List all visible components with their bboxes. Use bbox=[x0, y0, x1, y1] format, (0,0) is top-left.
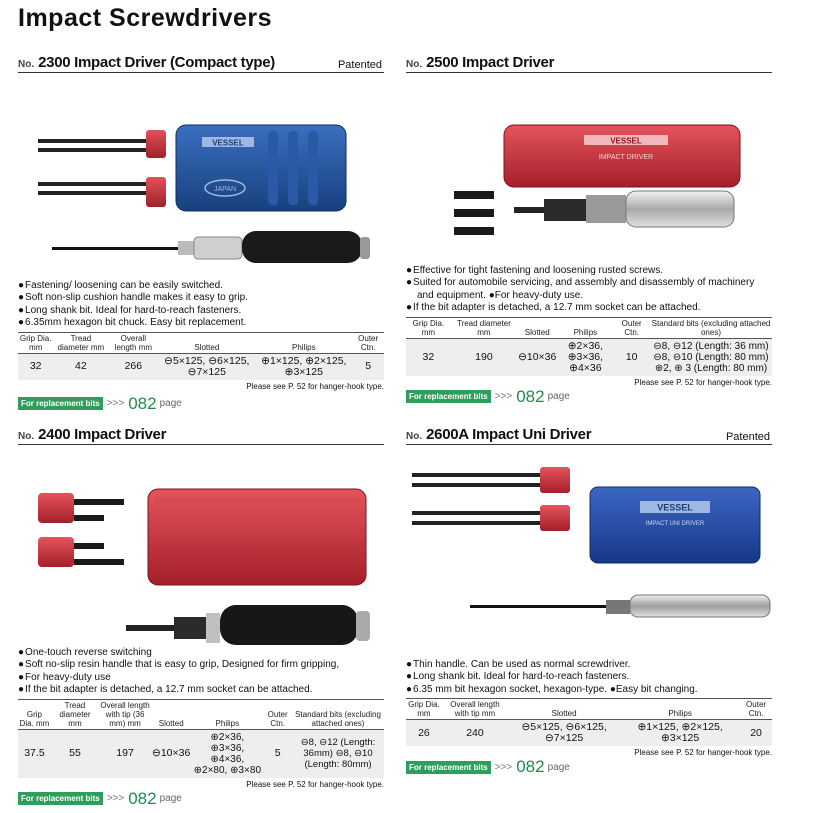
table-cell: 190 bbox=[451, 338, 517, 376]
product-2500 bbox=[406, 54, 772, 407]
page-word: page bbox=[159, 398, 182, 410]
col-header: Slotted bbox=[151, 699, 191, 729]
product-2400 bbox=[18, 426, 384, 809]
col-header: Outer Ctn. bbox=[613, 317, 650, 338]
table-cell: 32 bbox=[406, 338, 451, 376]
patented-label: Patented bbox=[725, 431, 770, 443]
product-photo bbox=[406, 445, 772, 657]
feature-list bbox=[18, 280, 384, 330]
bit-set-icon bbox=[38, 130, 166, 207]
table-cell: 266 bbox=[108, 353, 158, 380]
feature-list bbox=[18, 647, 384, 697]
table-cell: 10 bbox=[613, 338, 650, 376]
impact-driver-icon bbox=[514, 191, 734, 227]
feature-item: and equipment. ●For heavy-duty use. bbox=[417, 289, 584, 301]
hanger-note: Please see P. 52 for hanger-hook type. bbox=[634, 748, 772, 758]
col-header: Philips bbox=[191, 699, 263, 729]
table-row bbox=[18, 729, 384, 778]
feature-item: ● Soft no-slip resin handle that is easy to grip, Designed for firm gripping, bbox=[18, 659, 384, 671]
arrows-icon: >>> bbox=[106, 398, 125, 410]
impact-driver-icon bbox=[470, 595, 770, 617]
replacement-badge: For replacement bits bbox=[18, 792, 103, 805]
col-header: Grip Dia. mm bbox=[18, 699, 51, 729]
col-header: Philips bbox=[255, 332, 352, 353]
col-header: Overall length with tip mm bbox=[442, 699, 508, 720]
feature-item: ● Long shank bit. Ideal for hard-to-reach fasteners. bbox=[18, 305, 384, 317]
feature-list bbox=[406, 659, 772, 696]
replacement-badge: For replacement bits bbox=[18, 397, 103, 410]
patented-label: Patented bbox=[337, 59, 382, 71]
col-header: Philips bbox=[620, 699, 740, 720]
feature-item: ● If the bit adapter is detached, a 12.7 mm socket can be attached. bbox=[18, 684, 384, 696]
hanger-note: Please see P. 52 for hanger-hook type. bbox=[246, 779, 384, 789]
spec-table bbox=[406, 698, 772, 746]
product-title: 2300 Impact Driver (Compact type) bbox=[38, 54, 275, 71]
svg-text:IMPACT UNI DRIVER: IMPACT UNI DRIVER bbox=[645, 521, 705, 527]
table-cell: ⊕1×125, ⊕2×125, ⊕3×125 bbox=[255, 353, 352, 380]
col-header: Grip Dia. mm bbox=[406, 317, 451, 338]
table-cell: 32 bbox=[18, 353, 53, 380]
product-photo bbox=[18, 73, 384, 278]
feature-item: ● For heavy-duty use bbox=[18, 672, 384, 684]
blue-case-icon bbox=[590, 487, 760, 563]
feature-item: ● If the bit adapter is detached, a 12.7 mm socket can be attached. bbox=[406, 302, 772, 314]
table-cell: 240 bbox=[442, 720, 508, 747]
product-title: 2600A Impact Uni Driver bbox=[426, 426, 592, 443]
col-header: Tread diameter mm bbox=[53, 332, 108, 353]
table-cell: ⊖10×36 bbox=[151, 729, 191, 778]
table-cell: 55 bbox=[51, 729, 99, 778]
product-title: 2500 Impact Driver bbox=[426, 54, 555, 71]
product-header bbox=[18, 426, 384, 445]
product-2300 bbox=[18, 54, 384, 414]
spec-table bbox=[18, 332, 384, 380]
red-case-icon bbox=[148, 489, 366, 585]
feature-list bbox=[406, 265, 772, 315]
svg-text:VESSEL: VESSEL bbox=[657, 502, 693, 513]
col-header: Grip Dia. mm bbox=[19, 333, 52, 352]
col-header: Outer Ctn. bbox=[352, 332, 384, 353]
feature-item: ● 6.35 mm bit hexagon socket, hexagon-type. ●Easy bit changing. bbox=[406, 684, 772, 696]
bits-icon bbox=[454, 191, 494, 235]
arrows-icon: >>> bbox=[106, 793, 125, 805]
svg-text:JAPAN: JAPAN bbox=[213, 186, 237, 193]
replacement-badge: For replacement bits bbox=[406, 390, 491, 403]
hanger-note: Please see P. 52 for hanger-hook type. bbox=[634, 377, 772, 387]
product-header bbox=[406, 54, 772, 73]
impact-driver-icon bbox=[52, 231, 370, 263]
col-header: Slotted bbox=[517, 317, 557, 338]
table-cell: ⊖5×125, ⊖6×125, ⊖7×125 bbox=[508, 720, 620, 747]
table-cell: ⊖8, ⊖12 (Length: 36 mm) ⊖8, ⊖10 (Length: 80 mm) ⊕2, ⊕ 3 (Length: 80 mm) bbox=[650, 338, 772, 376]
col-header: Outer Ctn. bbox=[740, 699, 772, 720]
table-cell: 42 bbox=[53, 353, 108, 380]
arrows-icon: >>> bbox=[494, 761, 513, 773]
replacement-bits-link[interactable] bbox=[18, 394, 384, 414]
page-word: page bbox=[547, 761, 570, 773]
table-cell: 26 bbox=[406, 720, 442, 747]
table-row bbox=[406, 338, 772, 376]
table-cell: ⊕1×125, ⊕2×125, ⊕3×125 bbox=[620, 720, 740, 747]
table-cell: ⊕2×36, ⊕3×36, ⊕4×36 bbox=[557, 338, 613, 376]
svg-text:IMPACT DRIVER: IMPACT DRIVER bbox=[598, 154, 654, 161]
col-header: Standard bits (excluding attached ones) bbox=[292, 699, 384, 729]
feature-item: ● Soft non-slip cushion handle makes it easy to grip. bbox=[18, 292, 384, 304]
col-header: Outer Ctn. bbox=[263, 699, 292, 729]
table-cell: ⊖8, ⊖12 (Length: 36mm) ⊖8, ⊖10 (Length: 80mm) bbox=[292, 729, 384, 778]
product-title: 2400 Impact Driver bbox=[38, 426, 167, 443]
col-header: Standard bits (excluding attached ones) bbox=[651, 318, 771, 337]
red-case-icon bbox=[504, 125, 740, 187]
page-word: page bbox=[547, 391, 570, 403]
hanger-note: Please see P. 52 for hanger-hook type. bbox=[246, 381, 384, 391]
replacement-bits-link[interactable] bbox=[18, 789, 384, 809]
no-label: No. bbox=[18, 431, 35, 442]
feature-item: ● Fastening/ loosening can be easily switched. bbox=[18, 280, 384, 292]
table-cell: ⊖5×125, ⊖6×125, ⊖7×125 bbox=[158, 353, 255, 380]
table-cell: 5 bbox=[352, 353, 384, 380]
table-row bbox=[18, 353, 384, 380]
product-header bbox=[406, 426, 772, 445]
table-cell: 197 bbox=[99, 729, 151, 778]
feature-item: ● Thin handle. Can be used as normal screwdriver. bbox=[406, 659, 772, 671]
col-header: Grip Dia. mm bbox=[406, 699, 442, 720]
bit-holder-icon bbox=[38, 493, 124, 567]
blue-case-icon bbox=[176, 125, 346, 211]
page-title: Impact Screwdrivers bbox=[18, 4, 273, 32]
product-photo bbox=[18, 445, 384, 645]
table-cell: 37.5 bbox=[18, 729, 51, 778]
replacement-bits-link[interactable] bbox=[406, 387, 772, 407]
feature-item: ● One-touch reverse switching bbox=[18, 647, 384, 659]
no-label: No. bbox=[18, 59, 35, 70]
spec-table bbox=[406, 317, 772, 376]
feature-item: ● 6.35mm hexagon bit chuck. Easy bit replacement. bbox=[18, 317, 384, 329]
no-label: No. bbox=[406, 59, 423, 70]
col-header: Tread diameter mm bbox=[51, 699, 99, 729]
feature-item: ● Effective for tight fastening and loosening rusted screws. bbox=[406, 265, 772, 277]
col-header: Overall length with tip (36 mm) mm bbox=[100, 700, 150, 728]
table-cell: 5 bbox=[263, 729, 292, 778]
col-header: Slotted bbox=[158, 332, 255, 353]
spec-table bbox=[18, 699, 384, 778]
col-header: Overall length mm bbox=[108, 332, 158, 353]
page-number: 082 bbox=[516, 386, 545, 406]
col-header: Philips bbox=[557, 317, 613, 338]
page-number: 082 bbox=[128, 788, 157, 808]
feature-item: ● Suited for automobile servicing, and assembly and disassembly of machinery bbox=[406, 277, 772, 289]
table-cell: ⊖10×36 bbox=[517, 338, 557, 376]
table-cell: ⊕2×36, ⊕3×36, ⊕4×36, ⊕2×80, ⊕3×80 bbox=[191, 729, 263, 778]
page-word: page bbox=[159, 793, 182, 805]
arrows-icon: >>> bbox=[494, 391, 513, 403]
page-number: 082 bbox=[128, 393, 157, 413]
bit-set-icon bbox=[412, 467, 570, 531]
col-header: Slotted bbox=[508, 699, 620, 720]
product-header bbox=[18, 54, 384, 73]
table-row bbox=[406, 720, 772, 747]
product-photo bbox=[406, 73, 772, 263]
replacement-badge: For replacement bits bbox=[406, 761, 491, 774]
col-header: Tread diameter mm bbox=[451, 317, 517, 338]
svg-text:VESSEL: VESSEL bbox=[212, 138, 244, 148]
replacement-bits-link[interactable] bbox=[406, 757, 772, 777]
page-number: 082 bbox=[516, 757, 545, 777]
no-label: No. bbox=[406, 431, 423, 442]
svg-text:VESSEL: VESSEL bbox=[610, 136, 642, 146]
feature-item: ● Long shank bit. Ideal for hard-to-reach fasteners. bbox=[406, 671, 772, 683]
product-2600a bbox=[406, 426, 772, 777]
impact-driver-icon bbox=[126, 605, 370, 645]
table-cell: 20 bbox=[740, 720, 772, 747]
